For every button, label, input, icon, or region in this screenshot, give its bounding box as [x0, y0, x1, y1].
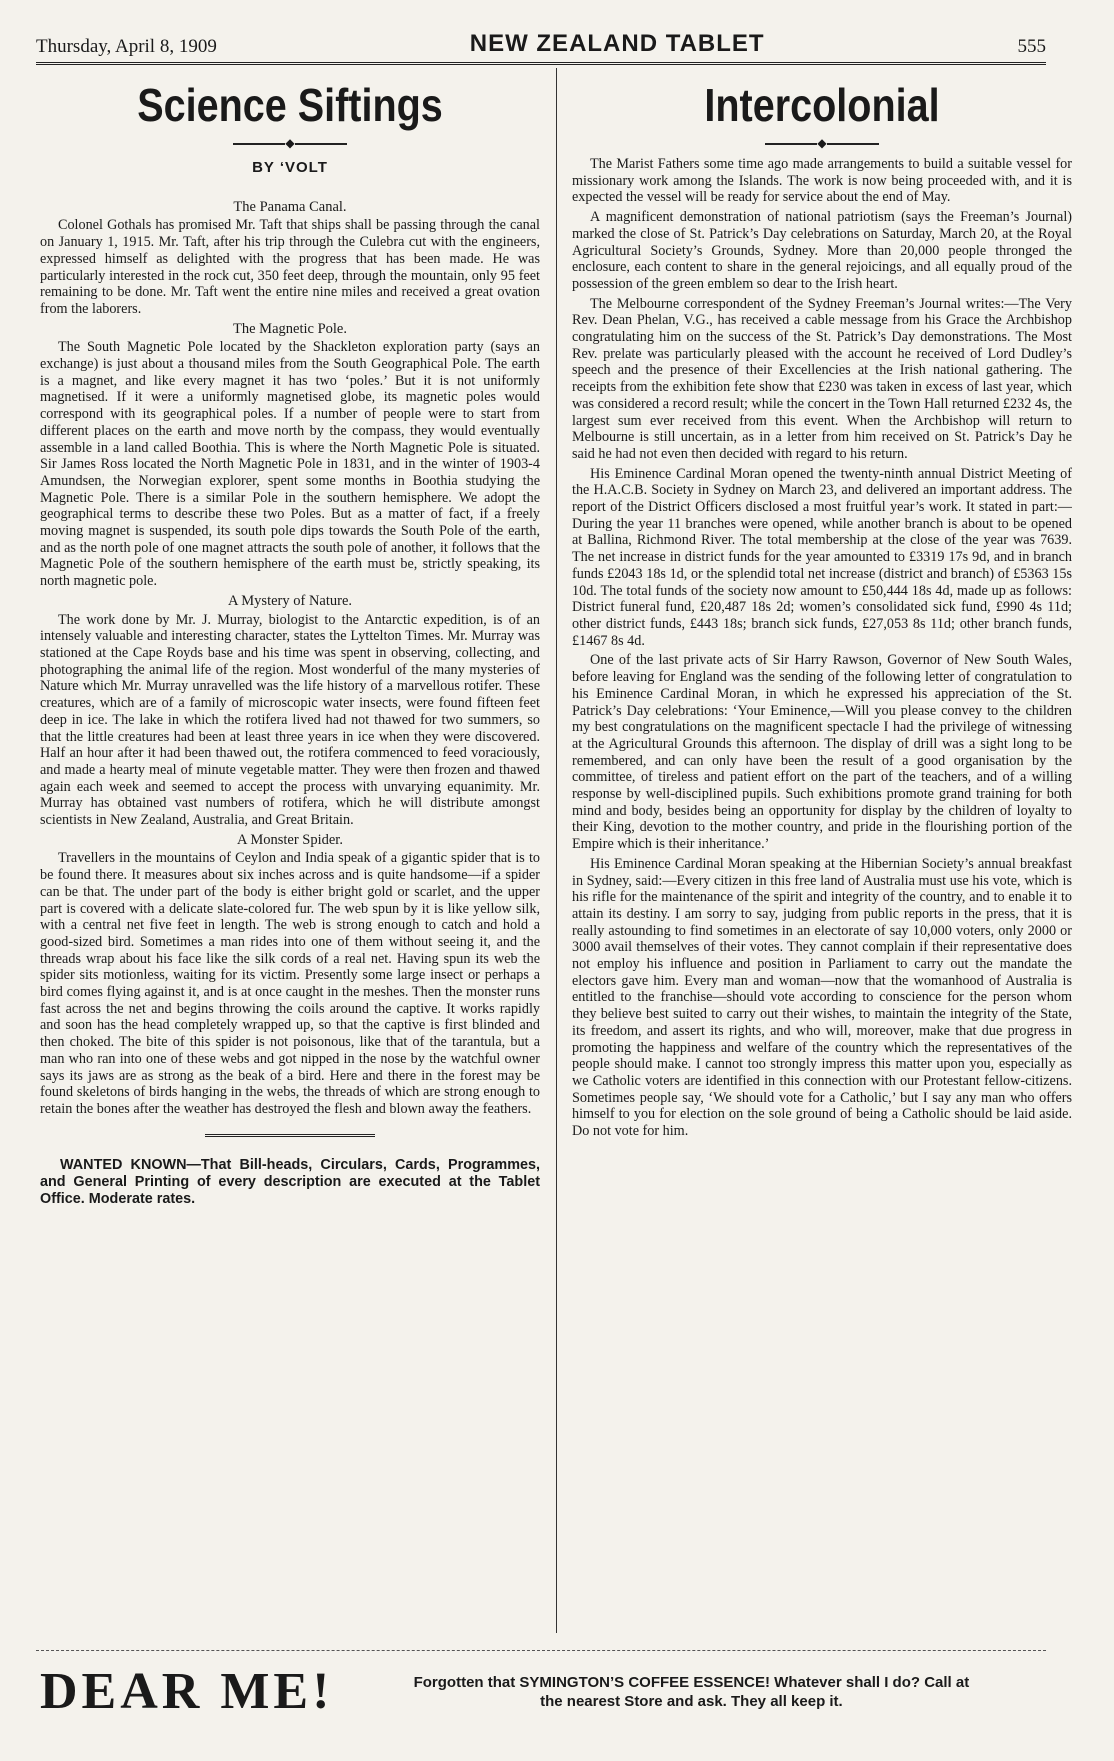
- intercolonial-column: [572, 72, 1072, 1627]
- wanted-known-advert: WANTED KNOWN—That Bill-heads, Circulars, Cards, Programmes, and General Printing of every description are executed at the Tablet Office. Moderate rates.: [40, 1156, 540, 1207]
- advert-line-2: the nearest Store and ask. They all keep it.: [540, 1693, 843, 1710]
- section-heading: A Mystery of Nature.: [227, 592, 353, 609]
- issue-date: Thursday, April 8, 1909: [36, 36, 217, 57]
- article-paragraph: The work done by Mr. J. Murray, biologist to the Antarctic expedition, is of an intensely valuable and interesting character, states the Lyttelton Times. Mr. Murray was stationed at the Cape Royds base and his time was spent in observing, collecting, and photographing the animal life of the region. Most wonderful of the many mysteries of Nature which Mr. Murray unravelled was the life history of a marvellous rotifer. These creatures, which are of a family of microscopic water insects, were found fifteen feet deep in ice. The lake in which the rotifera lived had not thawed for two summers, so that the little creatures had been at least three years in ice when they were discovered. Half an hour after it had been thawed out, the rotifera commenced to feed voraciously, and made a hearty meal of minute vegetable matter. They were then frozen and thawed again each week and seemed to accept the process with unvarying equanimity. Mr. Murray has obtained vast numbers of rotifera, which he will distribute amongst scientists in New Zealand, Australia, and Great Britain.: [40, 611, 540, 829]
- byline: BY ‘VOLT: [252, 159, 328, 176]
- science-siftings-column: [40, 72, 540, 1627]
- article-paragraph: The South Magnetic Pole located by the Shackleton exploration party (says an exchange) is just about a thousand miles from the South Geographical Pole. The earth is a magnet, and like every magnet it has two ‘poles.’ But it is not uniformly magnetised. If it were a uniformly magnetised globe, its magnetic poles would correspond with its geographical poles. If a number of people were to start from different places on the earth and move north by the compass, they would eventually assemble in a land called Boothia. This is where the North Magnetic Pole is situated. Sir James Ross located the North Magnetic Pole in 1831, and in the winter of 1903-4 Amundsen, the Norwegian explorer, spent some months in Boothia studying the Magnetic Pole. There is a similar Pole in the southern hemisphere. We adopt the geographical terms to describe these two Poles. But as a matter of fact, if a freely moving magnet is suspended, its south pole dips towards the South Pole of the earth, and as the north pole of one magnet attracts the south pole of another, it follows that the Magnetic Pole of the southern hemisphere of the earth must be, strictly speaking, its north magnetic pole.: [40, 339, 540, 590]
- advert-line-1: Forgotten that SYMINGTON’S COFFEE ESSENCE! Whatever shall I do? Call at: [413, 1674, 970, 1691]
- article-paragraph: The Marist Fathers some time ago made arrangements to build a suitable vessel for missionary work among the Islands. The work is now being proceeded with, and it is expected the vessel will be ready for service about the end of May.: [572, 156, 1072, 206]
- footer-rule: [36, 1650, 1046, 1651]
- section-heading: The Magnetic Pole.: [233, 320, 347, 337]
- article-paragraph: Travellers in the mountains of Ceylon and India speak of a gigantic spider that is to be found there. It measures about six inches across and is quite handsome—if a spider can be that. The under part of the body is either bright gold or scarlet, and the upper part is covered with a delicate slate-colored fur. The web spun by it is like yellow silk, with a central net five feet in length. The web is strong enough to catch and hold a good-sized bird. Sometimes a man rides into one of them without seeing it, and the threads wrap about his face like the silk cords of a real net. Having spun its web the spider sits motionless, waiting for its victim. Presently some large insect or perhaps a bird comes flying against it, and is at once caught in the meshes. Then the monster runs fast across the net and begins throwing the coils around the captive. It works rapidly and soon has the head completely wrapped up, so that the captive is first blinded and then choked. The bite of this spider is not poisonous, like that of the tarantula, but a man who ran into one of these webs and got nipped in the nose by the watchful owner says its jaws are as strong as the beak of a bird. Here and there in the forest may be found skeletons of birds hanging in the webs, the threads of which are strong enough to retain the bones after the weather has destroyed the flesh and blown away the feathers.: [40, 850, 540, 1117]
- title-ornament: ◆: [572, 136, 1072, 150]
- article-paragraph: The Melbourne correspondent of the Sydney Freeman’s Journal writes:—The Very Rev. Dean Phelan, V.G., has received a cable message from his Grace the Archbishop congratulating him on the success of the St. Patrick’s Day demonstrations. The Most Rev. prelate was particularly pleased with the account he received of Lord Dudley’s speech and the presence of their Excellencies at the Irish national gathering. The receipts from the exhibition fete show that £230 was taken in excess of last year, which was considered a record result; while the concert in the Town Hall returned £232 4s, the largest sum ever received from this event. When the Archbishop will return to Melbourne is still uncertain, as in a letter from him received on St. Patrick’s Day he said he had not even then decided with regard to his return.: [572, 295, 1072, 462]
- article-paragraph: One of the last private acts of Sir Harry Rawson, Governor of New South Wales, before leaving for England was the sending of the following letter of congratulation to his Eminence Cardinal Moran, in which he expressed his appreciation of the St. Patrick’s Day celebrations: ‘Your Eminence,—Will you please convey to the children my best congratulations on the magnificent spectacle I had the privilege of witnessing at the Agricultural Grounds this afternoon. The display of drill was a sight long to be remembered, and can only have been the result of a good organisation by the committee, of tireless and patient effort on the part of the teachers, and of a willing response by well-disciplined pupils. Such exhibitions promote grand training for both mind and body, besides being an opportunity for display by the children of loyalty to their King, devotion to the mother country, and pride in the flourishing portion of the Empire which is their inheritance.’: [572, 652, 1072, 853]
- article-paragraph: His Eminence Cardinal Moran opened the twenty-ninth annual District Meeting of the H.A.C.B. Society in Sydney on March 23, and delivered an important address. The report of the District Officers disclosed a most fruitful year’s work. It stated in part:—During the year 11 branches were opened, while another branch is about to be opened at Ballina, Richmond River. The total membership at the close of the year was 7639. The net increase in district funds for the year amounted to £3319 17s 9d, and in branch funds £2043 18s 1d, or the splendid total net increase (district and branch) of £5363 15s 10d. The total funds of the society now amount to £50,444 18s 4d, made up as follows: District funeral fund, £20,487 18s 2d; women’s consolidated sick fund, £990 4s 11d; other district funds, £443 18s; branch sick funds, £27,053 8s 11d; other branch funds, £1467 8s 4d.: [572, 465, 1072, 649]
- symington-advert: [40, 1662, 1050, 1722]
- science-siftings-title: Science Siftings: [137, 79, 443, 131]
- advert-text: [351, 1673, 1031, 1711]
- intercolonial-title: Intercolonial: [704, 79, 940, 131]
- article-paragraph: Colonel Gothals has promised Mr. Taft that ships shall be passing through the canal on January 1, 1915. Mr. Taft, after his trip through the Culebra cut with the engineers, expressed himself as delighted with the progress that has been made. He was particularly interested in the rock cut, 350 feet deep, through the mountain, only 95 feet remaining to be done. Mr. Taft went the entire nine miles and received a great ovation from the laborers.: [40, 217, 540, 317]
- column-divider: [556, 68, 557, 1633]
- page-number: 555: [1017, 36, 1046, 57]
- section-heading: The Panama Canal.: [233, 198, 347, 215]
- masthead-rule: [36, 62, 1046, 69]
- masthead: [36, 28, 1046, 58]
- title-ornament: ◆: [40, 136, 540, 150]
- advert-rule: [205, 1134, 375, 1141]
- advert-headline: DEAR ME!: [40, 1663, 334, 1720]
- article-paragraph: A magnificent demonstration of national patriotism (says the Freeman’s Journal) marked the close of St. Patrick’s Day celebrations on Saturday, March 20, at the Royal Agricultural Society’s Grounds, Sydney. More than 20,000 people thronged the enclosure, each content to share in the general rejoicings, and all equally proud of the possession of the green emblem so dear to the Irish heart.: [572, 209, 1072, 292]
- publication-title: NEW ZEALAND TABLET: [469, 30, 765, 57]
- article-paragraph: His Eminence Cardinal Moran speaking at the Hibernian Society’s annual breakfast in Sydney, said:—Every citizen in this free land of Australia must use his vote, which is his rifle for the maintenance of the spirit and integrity of the country, and to enable it to attain its destiny. I am sorry to say, judging from public reports in the press, that it is really astounding to find sometimes in an electorate of say 10,000 voters, only 2000 or 3000 avail themselves of their votes. They cannot complain if their representative does not employ his influence and position in Parliament to carry out the mandate the electors gave him. Every man and woman—now that the womanhood of Australia is entitled to the franchise—should vote according to conscience for the person whom they believe best suited to carry out their wishes, to maintain the integrity of the State, its freedom, and assert its rights, and who will, moreover, make that due progress in promoting the happiness and welfare of the country which the representatives of the people should make. I cannot too strongly impress this matter upon you, especially as we Catholic voters are identified in this connection with our Protestant fellow-citizens. Sometimes people say, ‘We should vote for a Catholic,’ but I say any man who offers himself to you for election on the sole ground of being a Catholic should be laid aside. Do not vote for him.: [572, 855, 1072, 1140]
- section-heading: A Monster Spider.: [237, 831, 343, 848]
